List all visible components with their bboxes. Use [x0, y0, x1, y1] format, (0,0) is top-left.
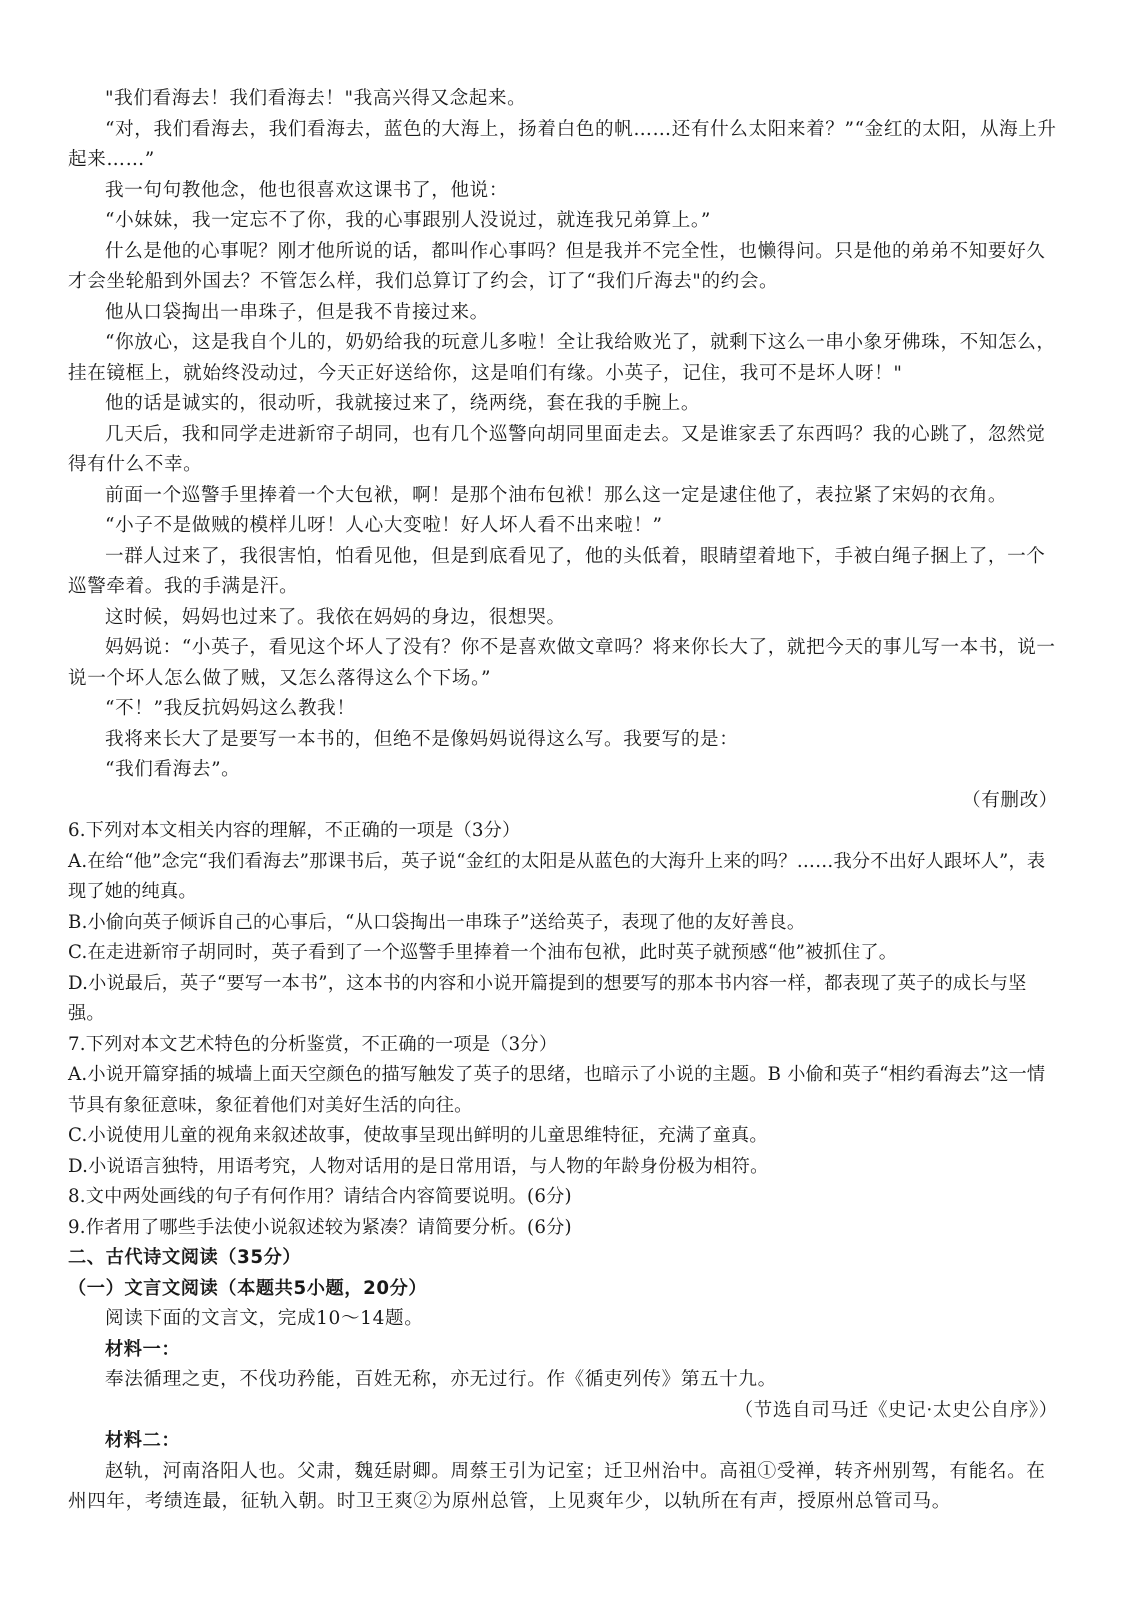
- story-paragraph: “不！”我反抗妈妈这么教我！: [105, 698, 356, 719]
- story-paragraph: 什么是他的心事呢？刚才他所说的话，都叫作心事吗？但是我并不完全性，也懒得问。只是他的弟弟不知要好久才会坐轮船到外国去？不管怎么样，我们总算订了约会，订了“我们斤海去"的约会。: [68, 240, 1046, 292]
- section-classical-reading: [68, 1243, 1058, 1518]
- story-paragraph: 他的话是诚实的，很动听，我就接过来了，绕两绕，套在我的手腕上。: [105, 393, 701, 414]
- section-heading: 二、古代诗文阅读（35分）: [68, 1247, 302, 1268]
- story-paragraph: 我将来长大了是要写一本书的，但绝不是像妈妈说得这么写。我要写的是：: [105, 728, 739, 750]
- question-stem: 9.作者用了哪些手法使小说叙述较为紧凑？请简要分析。(6分): [68, 1216, 572, 1238]
- material-source: （节选自司马迁《史记·太史公自序》）: [734, 1399, 1058, 1421]
- question-stem: 7.下列对本文艺术特色的分析鉴赏，不正确的一项是（3分）: [68, 1033, 558, 1055]
- reading-instruction: 阅读下面的文言文，完成10～14题。: [105, 1308, 424, 1329]
- question-option: A.在给“他”念完“我们看海去”那课书后，英子说“金红的太阳是从蓝色的大海升上来的吗？……我分不出好人跟坏人”，表现了她的纯真。: [68, 850, 1046, 902]
- material-text: 奉法循理之吏，不伐功矜能，百姓无称，亦无过行。作《循吏列传》第五十九。: [105, 1369, 777, 1390]
- question-stem: 6.下列对本文相关内容的理解，不正确的一项是（3分）: [68, 820, 521, 841]
- story-paragraph: 我一句句教他念，他也很喜欢这课书了，他说：: [105, 179, 509, 201]
- question-option: B.小偷向英子倾诉自己的心事后，“从口袋掏出一串珠子”送给英子，表现了他的友好善良。: [68, 911, 806, 933]
- story-paragraph: 几天后，我和同学走进新帘子胡同，也有几个巡警向胡同里面走去。又是谁家丢了东西吗？我的心跳了，忽然觉得有什么不幸。: [68, 423, 1046, 475]
- question-option: A.小说开篇穿插的城墙上面天空颜色的描写触发了英子的思绪，也暗示了小说的主题。B 小偷和英子“相约看海去”这一情节具有象征意味，象征着他们对美好生活的向往。: [68, 1064, 1046, 1116]
- story-paragraph: 前面一个巡警手里捧着一个大包袱，啊！是那个油布包袱！那么这一定是逮住他了，表拉紧了宋妈的衣角。: [105, 484, 1008, 506]
- question-option: D.小说最后，英子“要写一本书”，这本书的内容和小说开篇提到的想要写的那本书内容一样，都表现了英子的成长与坚强。: [68, 972, 1027, 1024]
- story-paragraph: “我们看海去”。: [105, 759, 241, 780]
- story-paragraph: 一群人过来了，我很害怕，怕看见他，但是到底看见了，他的头低着，眼睛望着地下，手被白绳子捆上了，一个巡警牵着。我的手满是汗。: [68, 545, 1046, 597]
- question-option: C.小说使用儿童的视角来叙述故事，使故事呈现出鲜明的儿童思维特征，充满了童真。: [68, 1125, 768, 1146]
- material-text: 赵轨，河南洛阳人也。父肃，魏廷尉卿。周蔡王引为记室；迁卫州治中。高祖①受禅，转齐州别驾，有能名。在州四年，考绩连最，征轨入朝。时卫王爽②为原州总管，上见爽年少，以轨所在有声，授原州总管司马。: [68, 1460, 1046, 1512]
- material-label: 材料二：: [105, 1430, 181, 1451]
- question-stem: 8.文中两处画线的句子有何作用？请结合内容简要说明。(6分): [68, 1186, 572, 1207]
- story-paragraph: 这时候，妈妈也过来了。我依在妈妈的身边，很想哭。: [105, 606, 566, 628]
- story-paragraph: 他从口袋掏出一串珠子，但是我不肯接过来。: [105, 301, 489, 323]
- edit-note: （有删改）: [962, 789, 1058, 811]
- question-option: C.在走进新帘子胡同时，英子看到了一个巡警手里捧着一个油布包袱，此时英子就预感“他”被抓住了。: [68, 942, 898, 963]
- story-paragraph: "我们看海去！我们看海去！"我高兴得又念起来。: [105, 88, 527, 109]
- story-paragraph: “小子不是做贼的模样儿呀！人心大变啦！好人坏人看不出来啦！”: [105, 515, 663, 536]
- questions: [68, 816, 1058, 1243]
- story-text: [68, 84, 1058, 816]
- subsection-heading: （一）文言文阅读（本题共5小题，20分）: [68, 1277, 428, 1299]
- story-paragraph: “你放心，这是我自个儿的，奶奶给我的玩意儿多啦！全让我给败光了，就剩下这么一串小象牙佛珠，不知怎么，挂在镜框上，就始终没动过，今天正好送给你，这是咱们有缘。小英子，记住，我可不是坏人呀！": [68, 332, 1056, 384]
- story-paragraph: “对，我们看海去，我们看海去，蓝色的大海上，扬着白色的帆……还有什么太阳来着？”“金红的太阳，从海上升起来……”: [68, 118, 1057, 170]
- material-label: 材料一：: [105, 1338, 181, 1360]
- exam-page: [68, 84, 1058, 1518]
- question-option: D.小说语言独特，用语考究，人物对话用的是日常用语，与人物的年龄身份极为相符。: [68, 1155, 769, 1177]
- story-paragraph: 妈妈说：“小英子，看见这个坏人了没有？你不是喜欢做文章吗？将来你长大了，就把今天的事儿写一本书，说一说一个坏人怎么做了贼，又怎么落得这么个下场。”: [68, 637, 1056, 689]
- story-paragraph: “小妹妹，我一定忘不了你，我的心事跟别人没说过，就连我兄弟算上。”: [105, 210, 711, 231]
